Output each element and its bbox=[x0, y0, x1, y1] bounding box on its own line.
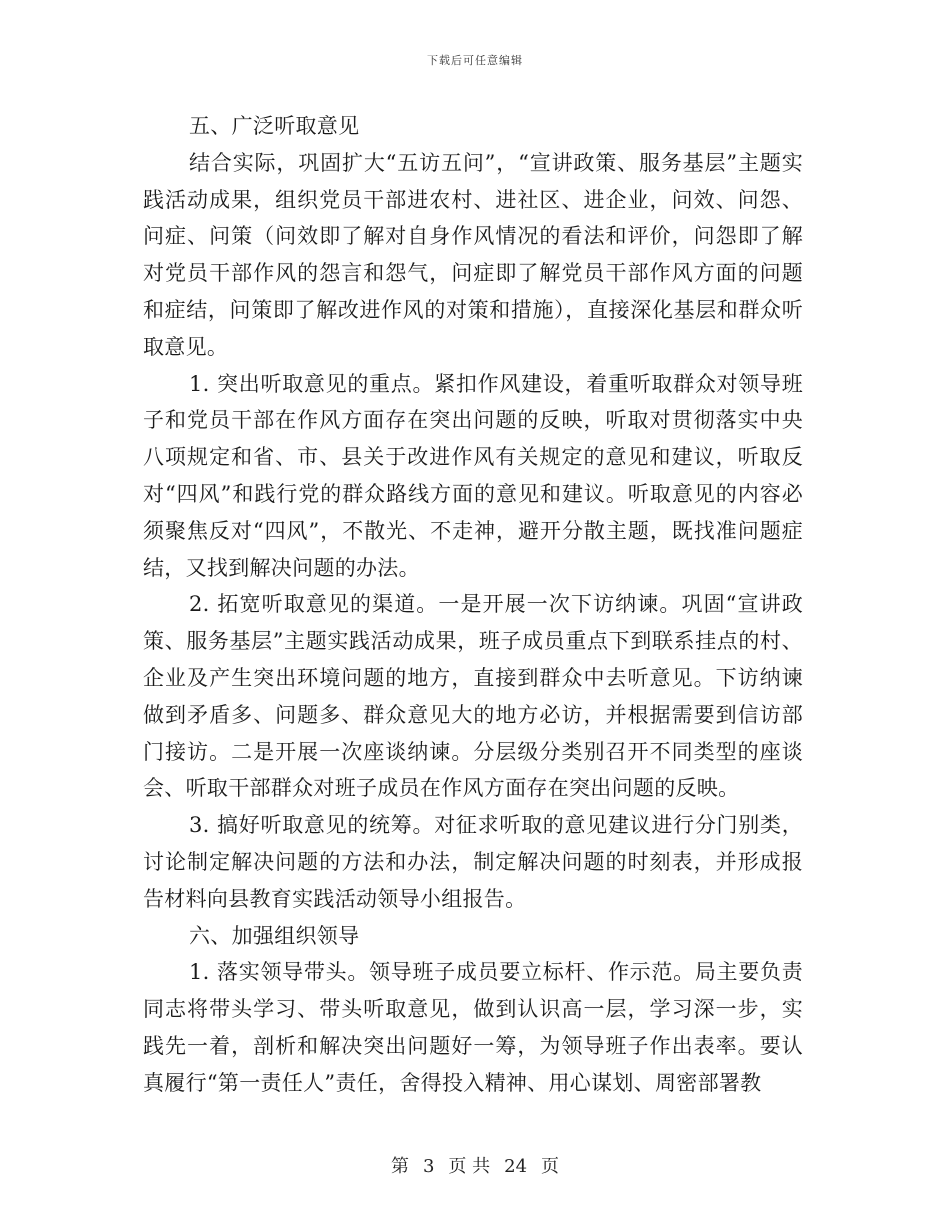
paragraph-item-6-1: 1. 落实领导带头。领导班子成员要立标杆、作示范。局主要负责同志将带头学习、带头听取意见，做到认识高一层，学习深一步，实践先一着，剖析和解决突出问题好一筹，为领导班子作出表率。要认真履行“第一责任人”责任，舍得投入精神、用心谋划、周密部署教 bbox=[143, 960, 803, 1095]
section-heading-5: 五、广泛听取意见 bbox=[189, 114, 360, 138]
page-middle-text: 页 共 bbox=[448, 1156, 491, 1177]
paragraph-item-2: 2. 拓宽听取意见的渠道。一是开展一次下访纳谏。巩固“宣讲政策、服务基层”主题实践活动成果，班子成员重点下到联系挂点的村、企业及产生突出环境问题的地方，直接到群众中去听意见。下访纳谏做到矛盾多、问题多、群众意见大的地方必访，并根据需要到信访部门接访。二是开展一次座谈纳谏。分层级分类别召开不同类型的座谈会、听取干部群众对班子成员在作风方面存在突出问题的反映。 bbox=[143, 592, 803, 801]
page-footer bbox=[0, 1152, 950, 1178]
paragraph-item-1: 1. 突出听取意见的重点。紧扣作风建设，着重听取群众对领导班子和党员干部在作风方面存在突出问题的反映，听取对贯彻落实中央八项规定和省、市、县关于改进作风有关规定的意见和建议，听取反对“四风”和践行党的群众路线方面的意见和建议。听取意见的内容必须聚焦反对“四风”，不散光、不走神，避开分散主题，既找准问题症结，又找到解决问题的办法。 bbox=[143, 371, 803, 580]
page-suffix: 页 bbox=[541, 1156, 560, 1177]
document-body bbox=[143, 108, 803, 1102]
total-pages-number: 24 bbox=[504, 1156, 528, 1177]
page-prefix: 第 bbox=[390, 1156, 409, 1177]
page-header-note: 下载后可任意编辑 bbox=[427, 54, 523, 67]
current-page-number: 3 bbox=[422, 1156, 435, 1177]
paragraph-intro: 结合实际，巩固扩大“五访五问”，“宣讲政策、服务基层”主题实践活动成果，组织党员干部进农村、进社区、进企业，问效、问怨、问症、问策（问效即了解对自身作风情况的看法和评价，问怨即了解对党员干部作风的怨言和怨气，问症即了解党员干部作风方面的问题和症结，问策即了解改进作风的对策和措施），直接深化基层和群众听取意见。 bbox=[143, 150, 803, 359]
section-heading-6: 六、加强组织领导 bbox=[189, 923, 360, 948]
paragraph-item-3: 3. 搞好听取意见的统筹。对征求听取的意见建议进行分门别类，讨论制定解决问题的方法和办法，制定解决问题的时刻表，并形成报告材料向县教育实践活动领导小组报告。 bbox=[143, 813, 803, 911]
